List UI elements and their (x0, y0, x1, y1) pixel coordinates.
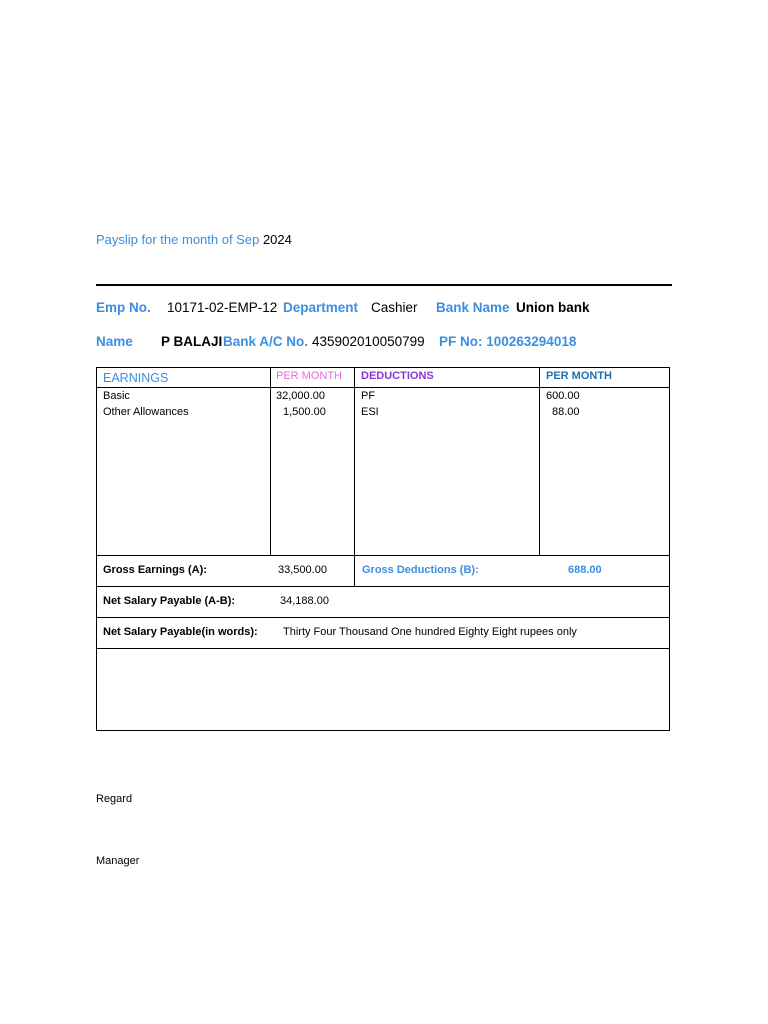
header-row-line (97, 387, 669, 388)
earning-item-amount: 1,500.00 (283, 406, 326, 418)
deduction-item-amount: 88.00 (552, 406, 580, 418)
earning-item-label: Other Allowances (103, 406, 189, 418)
department-label: Department (283, 300, 359, 315)
earning-item-amount: 32,000.00 (276, 390, 325, 402)
name-label: Name (96, 334, 133, 349)
net-words-label: Net Salary Payable(in words): (103, 626, 258, 638)
department-value: Cashier (371, 300, 418, 315)
deduction-item-amount: 600.00 (546, 390, 580, 402)
earn-ded-divider (354, 368, 355, 586)
deduction-item-label: PF (361, 390, 376, 402)
title-prefix: Payslip for the month of Sep (96, 232, 260, 247)
items-bottom-line (97, 555, 669, 556)
gross-deductions-label: Gross Deductions (B): (362, 564, 479, 576)
gross-earnings-label: Gross Earnings (A): (103, 564, 207, 576)
title-year: 2024 (262, 232, 292, 247)
gross-row-line (97, 586, 669, 587)
ded-amount-divider (539, 368, 540, 555)
name-value: P BALAJI (161, 334, 223, 349)
emp-no-value: 10171-02-EMP-12 (167, 300, 278, 315)
net-row-line (97, 617, 669, 618)
net-words-value: Thirty Four Thousand One hundred Eighty Eight rupees only (283, 626, 577, 638)
bank-name-label: Bank Name (436, 300, 510, 315)
pf-no: PF No: 100263294018 (439, 334, 577, 349)
bank-ac-value: 435902010050799 (312, 334, 425, 349)
words-row-line (97, 648, 669, 649)
earnings-per-month-header: PER MONTH (276, 370, 342, 382)
payslip-title (96, 232, 292, 247)
gross-deductions-value: 688.00 (568, 564, 602, 576)
bank-name-value: Union bank (516, 300, 590, 315)
net-salary-label: Net Salary Payable (A-B): (103, 595, 236, 607)
salary-table (96, 367, 670, 731)
net-salary-value: 34,188.00 (280, 595, 329, 607)
bank-ac-label: Bank A/C No. (223, 334, 309, 349)
earnings-header: EARNINGS (103, 371, 169, 385)
earning-item-label: Basic (103, 390, 130, 402)
gross-earnings-value: 33,500.00 (278, 564, 327, 576)
deduction-item-label: ESI (361, 406, 379, 418)
header-divider (96, 284, 672, 286)
emp-no-label: Emp No. (96, 300, 151, 315)
regard-text: Regard (96, 793, 133, 805)
earn-amount-divider (270, 368, 271, 555)
deductions-header: DEDUCTIONS (361, 370, 434, 382)
deductions-per-month-header: PER MONTH (546, 370, 612, 382)
manager-text: Manager (96, 855, 140, 867)
